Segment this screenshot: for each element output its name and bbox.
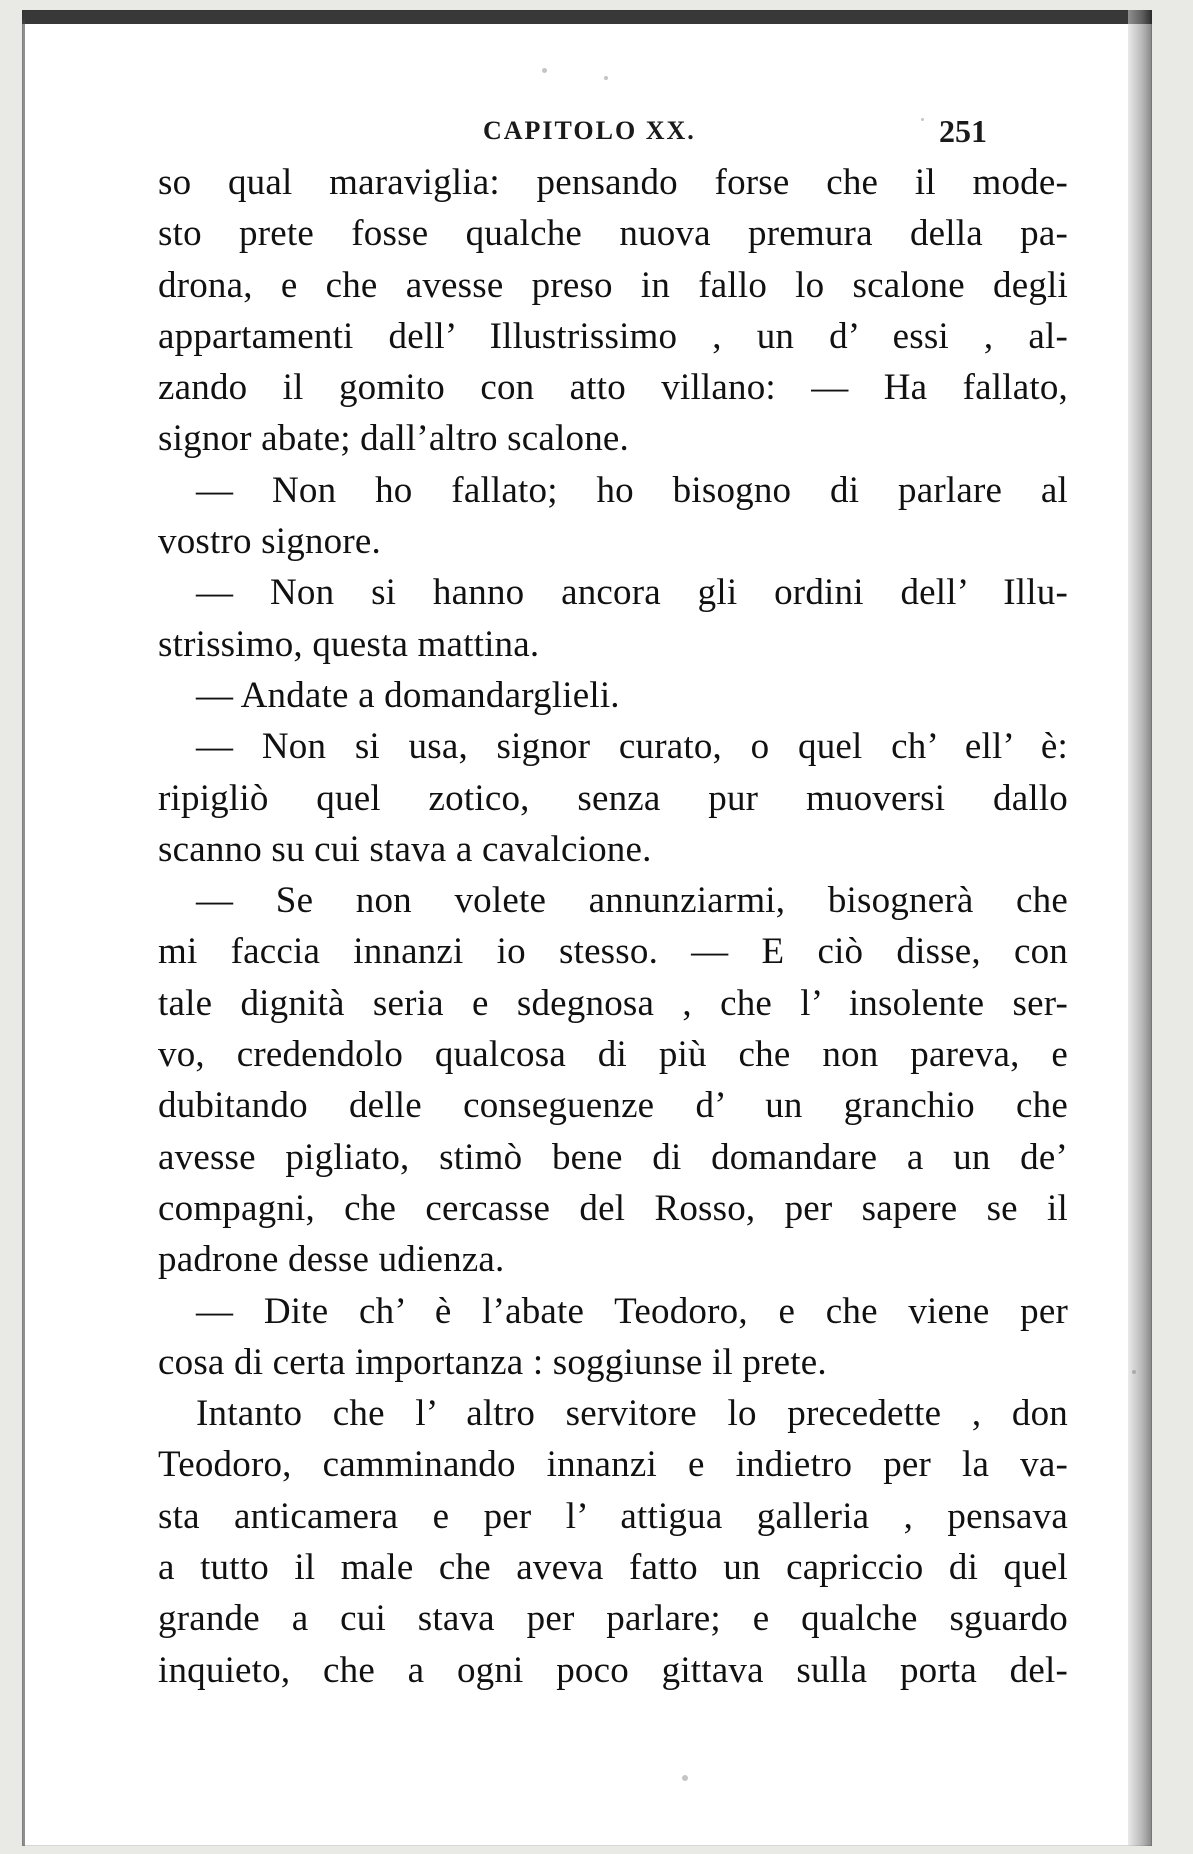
- text-line-9: — Non si hanno ancora gli ordini dell’ Illu-: [196, 572, 1068, 614]
- text-line-23: — Dite ch’ è l’abate Teodoro, e che viene per: [196, 1290, 1068, 1332]
- text-line-28: a tutto il male che aveva fatto un capriccio di quel: [158, 1547, 1068, 1589]
- text-line-16: mi faccia innanzi io stesso. — E ciò disse, con: [158, 931, 1068, 973]
- text-line-17: tale dignità seria e sdegnosa , che l’ insolente ser-: [158, 982, 1068, 1024]
- text-line-30: inquieto, che a ogni poco gittava sulla porta del-: [158, 1649, 1068, 1691]
- text-line-8: vostro signore.: [158, 521, 381, 563]
- page-text: [158, 157, 1068, 1696]
- scan-speck: [604, 76, 608, 80]
- text-line-15: — Se non volete annunziarmi, bisognerà che: [196, 880, 1068, 922]
- text-line-10: strissimo, questa mattina.: [158, 623, 540, 665]
- running-head: CAPITOLO XX.: [483, 116, 696, 145]
- text-line-14: scanno su cui stava a cavalcione.: [158, 828, 652, 870]
- text-line-6: signor abate; dall’altro scalone.: [158, 418, 629, 460]
- left-scan-border: [22, 20, 25, 1846]
- text-line-13: ripigliò quel zotico, senza pur muoversi dallo: [158, 777, 1068, 819]
- scan-speck: [1132, 1370, 1136, 1374]
- scan-speck: [542, 68, 547, 73]
- text-line-19: dubitando delle conseguenze d’ un granchio che: [158, 1085, 1068, 1127]
- text-line-18: vo, credendolo qualcosa di più che non pareva, e: [158, 1034, 1068, 1076]
- book-page: [22, 10, 1152, 1846]
- top-scan-border: [22, 10, 1152, 24]
- text-line-1: so qual maraviglia: pensando forse che il mode-: [158, 162, 1068, 203]
- scan-speck: [682, 1775, 688, 1781]
- page-header: [22, 113, 1152, 156]
- text-line-20: avesse pigliato, stimò bene di domandare a un de’: [158, 1136, 1068, 1178]
- page-number: 251: [939, 113, 987, 149]
- text-line-27: sta anticamera e per l’ attigua galleria , pensava: [158, 1495, 1068, 1537]
- text-line-12: — Non si usa, signor curato, o quel ch’ ell’ è:: [196, 726, 1068, 768]
- text-line-3: drona, e che avesse preso in fallo lo scalone degli: [158, 264, 1068, 306]
- text-line-2: sto prete fosse qualche nuova premura della pa-: [158, 213, 1068, 255]
- page-edge-shadow: [1128, 10, 1152, 1846]
- text-line-25: Intanto che l’ altro servitore lo precedette , don: [196, 1393, 1068, 1435]
- text-line-7: — Non ho fallato; ho bisogno di parlare al: [196, 469, 1068, 511]
- text-line-29: grande a cui stava per parlare; e qualche sguardo: [158, 1598, 1068, 1640]
- text-line-24: cosa di certa importanza : soggiunse il prete.: [158, 1341, 827, 1383]
- text-line-5: zando il gomito con atto villano: — Ha fallato,: [158, 367, 1068, 409]
- text-line-11: — Andate a domandarglieli.: [196, 674, 620, 716]
- text-line-4: appartamenti dell’ Illustrissimo , un d’ essi , al-: [158, 315, 1068, 357]
- text-line-21: compagni, che cercasse del Rosso, per sapere se il: [158, 1187, 1068, 1229]
- text-line-22: padrone desse udienza.: [158, 1239, 505, 1281]
- text-line-26: Teodoro, camminando innanzi e indietro per la va-: [158, 1444, 1068, 1486]
